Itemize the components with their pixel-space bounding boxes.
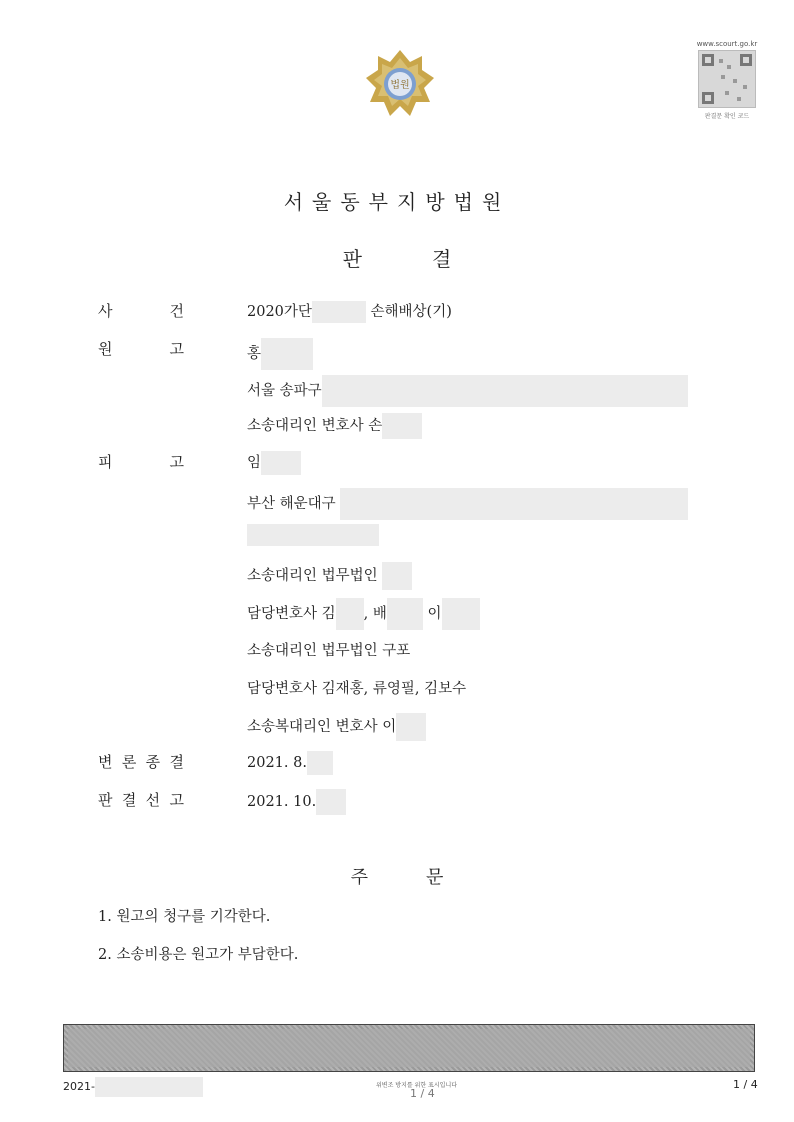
label-char: 종 [145,753,161,771]
order-title-left: 주 [350,867,368,888]
title-char-left: 판 [342,247,362,271]
redaction [382,413,422,439]
redaction [307,751,333,775]
case-number-prefix: 2020가단 [247,304,312,320]
label-char: 피 [98,453,113,471]
plaintiff-attorney [247,413,422,439]
defendant-address [247,488,688,520]
argument-closed-date-text: 2021. 8. [247,755,307,771]
case-number [247,300,452,323]
court-seal-logo [364,48,436,120]
footer-security-text: 위변조 방지를 위한 표시입니다 [376,1082,458,1089]
label-defendant [98,451,184,472]
qr-code-image [698,50,756,108]
qr-caption: 판결문 확인 코드 [704,113,750,120]
redaction [396,713,426,741]
defendant-attorneys-1 [247,598,480,630]
redaction [387,598,423,630]
judgment-date-text: 2021. 10. [247,794,317,810]
order-title-right: 문 [426,867,444,888]
label-char: 사 [98,302,113,320]
defendant-name [247,451,301,475]
order-item-1: 1. 원고의 청구를 기각한다. [98,909,271,925]
defendant-name-text: 임 [247,455,262,471]
order-item-2: 2. 소송비용은 원고가 부담한다. [98,947,299,963]
label-char: 고 [169,453,184,471]
label-char: 결 [169,753,184,771]
label-char: 고 [169,791,184,809]
label-char: 결 [121,791,137,809]
redaction [336,598,364,630]
redaction [247,524,379,546]
label-char: 변 [98,753,113,771]
footer-page-number: 1 / 4 [733,1078,758,1091]
label-argument-closed [98,751,184,772]
verification-qr-block [696,40,758,124]
footer-page-center: 1 / 4 [410,1087,435,1100]
redaction [312,301,366,323]
label-char: 론 [121,753,137,771]
label-plaintiff [98,338,184,359]
footer-case-prefix: 2021- [63,1080,95,1093]
argument-closed-date [247,751,333,775]
court-name: 서울동부지방법원 [283,190,511,214]
redaction [316,789,346,815]
attorney-3-text: 이 [422,606,442,622]
defendant-sub-attorney [247,713,426,741]
label-char: 고 [169,340,184,358]
redaction [322,375,688,407]
label-judgment-date [98,789,184,810]
order-section-title [0,863,794,889]
defendant-attorneys-2: 담당변호사 김재홍, 류영필, 김보수 [247,681,467,697]
defendant-sub-attorney-text: 소송복대리인 변호사 이 [247,719,397,735]
redaction [340,488,688,520]
redaction [382,562,412,590]
redaction [261,451,301,475]
attorney-1-text: 담당변호사 김 [247,606,336,622]
plaintiff-name-text: 홍 [247,346,262,362]
plaintiff-name [247,338,313,370]
plaintiff-address [247,375,688,407]
plaintiff-address-text: 서울 송파구 [247,383,322,399]
plaintiff-attorney-text: 소송대리인 변호사 손 [247,418,383,434]
footer-case-number [63,1077,203,1097]
defendant-address-text: 부산 해운대구 [247,496,336,512]
label-char: 원 [98,340,113,358]
defendant-counsel-firm-2: 소송대리인 법무법인 구포 [247,643,411,659]
label-case [98,300,184,321]
defendant-address-line2 [247,524,379,546]
judgment-date [247,789,346,815]
document-title [0,243,794,272]
redaction [442,598,480,630]
label-char: 건 [169,302,184,320]
redaction [261,338,313,370]
case-type: 손해배상(기) [370,304,452,320]
title-char-right: 결 [432,247,452,271]
label-char: 판 [98,791,113,809]
attorney-2-text: , 배 [363,606,387,622]
redaction [95,1077,203,1097]
defendant-counsel-firm-1-text: 소송대리인 법무법인 [247,568,378,584]
anti-forgery-band [63,1024,755,1072]
label-char: 선 [145,791,161,809]
seal-text: 법원 [390,80,410,91]
defendant-counsel-firm-1 [247,562,412,590]
qr-url: www.scourt.go.kr [696,40,758,48]
